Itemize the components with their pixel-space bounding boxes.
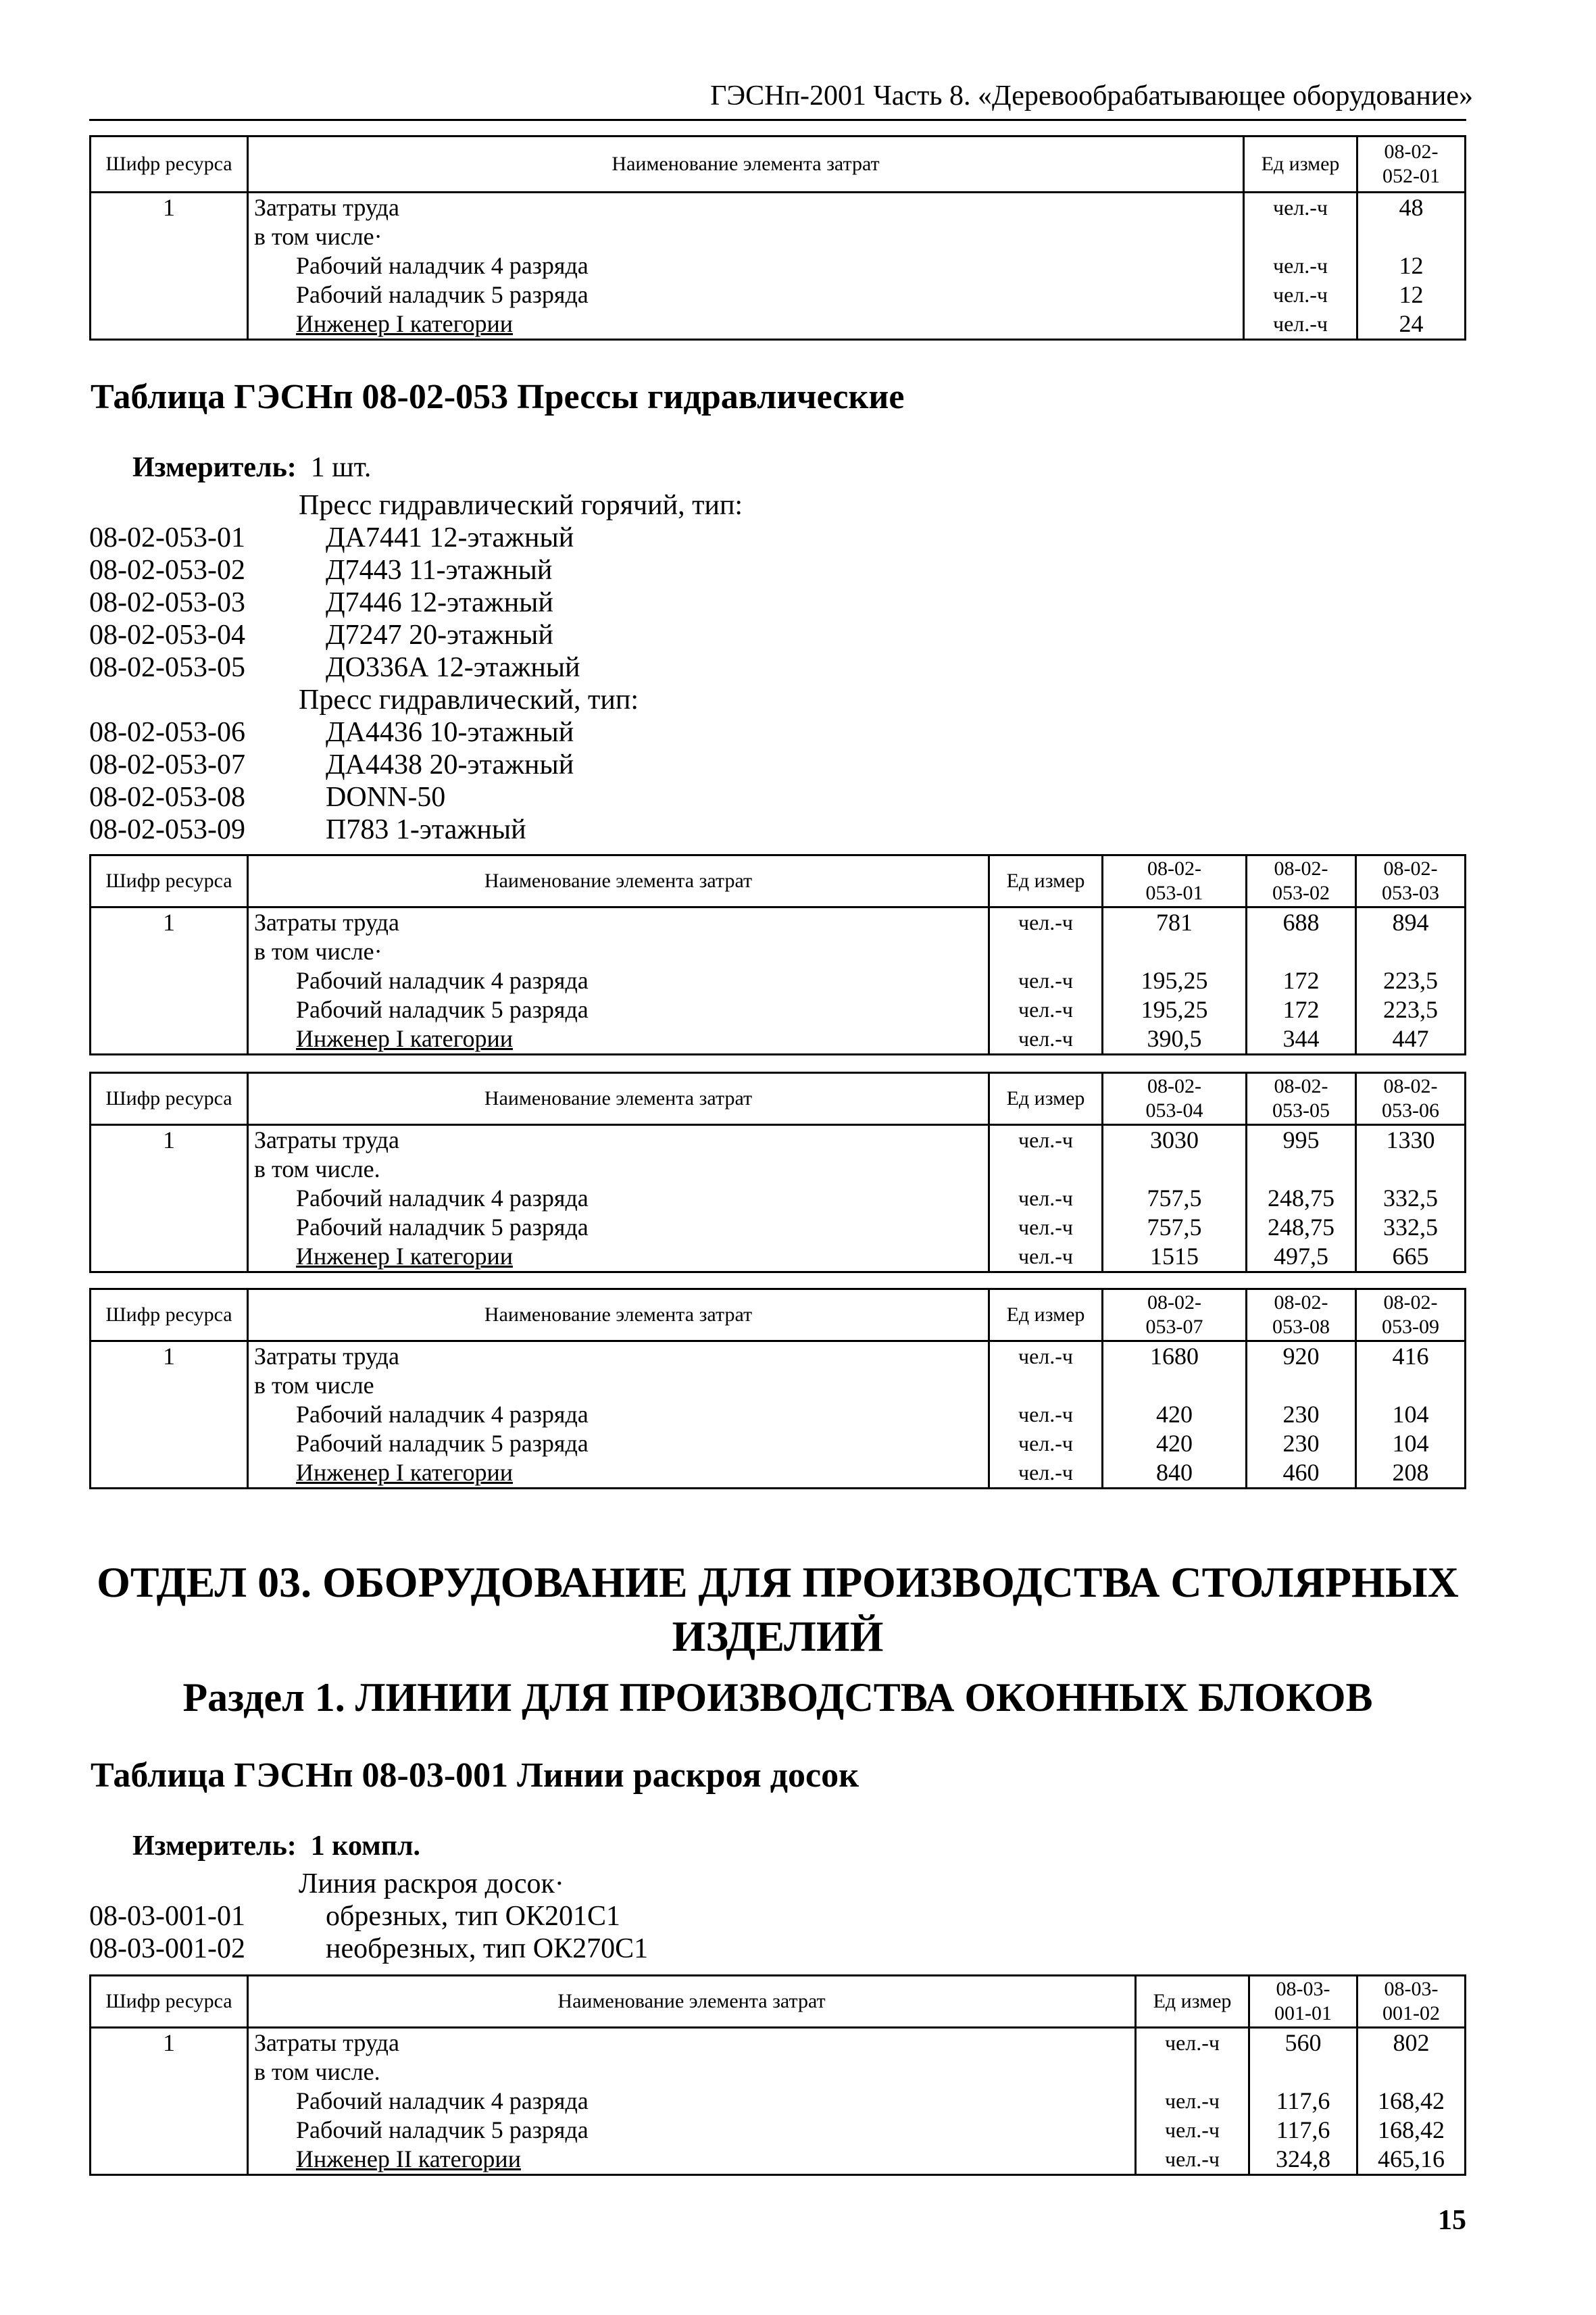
item-code: 08-02-053-04 [89, 620, 245, 651]
col-header-name: Наименование элемента затрат [248, 855, 989, 907]
cost-table-301 [89, 1974, 1466, 2176]
cell-unit: чел.-ч [1136, 2028, 1249, 2058]
cell-unit: чел.-ч [989, 966, 1103, 995]
col-header-norm: 08-02- 053-01 [1103, 855, 1247, 907]
cell-value: 168,42 [1357, 2087, 1466, 2116]
cell-name: Рабочий наладчик 4 разряда [248, 966, 989, 995]
cell-value: 465,16 [1357, 2145, 1466, 2175]
cell-name: Инженер I категории [248, 1024, 989, 1055]
cell-code [91, 2116, 248, 2145]
cell-name: Рабочий наладчик 4 разряда [248, 251, 1244, 280]
table-header-row [91, 1976, 1466, 2028]
cell-code: 1 [91, 2028, 248, 2058]
cell-value: 332,5 [1356, 1184, 1466, 1213]
cost-table-052 [89, 135, 1466, 341]
cell-value: 1330 [1356, 1125, 1466, 1155]
item-name: Д7443 11-этажный [326, 555, 553, 586]
item-name: ДО336А 12-этажный [326, 652, 580, 683]
table-title-053: Таблица ГЭСНп 08-02-053 Прессы гидравлические [91, 378, 905, 416]
cell-unit: чел.-ч [989, 995, 1103, 1024]
table-row [91, 251, 1466, 280]
cell-value: 168,42 [1357, 2116, 1466, 2145]
cell-code [91, 937, 248, 966]
cell-code [91, 1213, 248, 1242]
cell-value: 24 [1357, 309, 1466, 340]
cell-value: 416 [1356, 1341, 1466, 1372]
cell-name: Рабочий наладчик 5 разряда [248, 1429, 989, 1458]
cell-name: Инженер I категории [248, 1458, 989, 1489]
cell-value [1247, 937, 1356, 966]
cell-name: Рабочий наладчик 5 разряда [248, 280, 1244, 309]
cell-value: 195,25 [1103, 995, 1247, 1024]
table-row [91, 907, 1466, 938]
cell-value: 460 [1247, 1458, 1356, 1489]
cell-name: Рабочий наладчик 5 разряда [248, 2116, 1136, 2145]
cell-value [1356, 1371, 1466, 1400]
code-list-301 [89, 1868, 1035, 1965]
cell-value: 117,6 [1249, 2087, 1357, 2116]
code-list-item [89, 651, 1035, 684]
table-row [91, 1125, 1466, 1155]
cell-unit: чел.-ч [989, 1213, 1103, 1242]
cell-value: 208 [1356, 1458, 1466, 1489]
table-header-row [91, 136, 1466, 193]
code-list-item [89, 1900, 1035, 1933]
cell-value: 104 [1356, 1400, 1466, 1429]
table-row [91, 1458, 1466, 1489]
cell-value: 195,25 [1103, 966, 1247, 995]
running-head: ГЭСНп-2001 Часть 8. «Деревообрабатывающее оборудование» [710, 80, 1473, 111]
group-heading: Пресс гидравлический горячий, тип: [299, 490, 743, 521]
cell-code [91, 280, 248, 309]
table-row [91, 309, 1466, 340]
table-row [91, 937, 1466, 966]
table-header-row [91, 1073, 1466, 1125]
item-name: необрезных, тип ОК270С1 [326, 1933, 649, 1964]
table-row [91, 1242, 1466, 1272]
cell-value: 48 [1357, 193, 1466, 223]
col-header-norm: 08-02- 053-03 [1356, 855, 1466, 907]
table-row [91, 1155, 1466, 1184]
cell-unit [1136, 2058, 1249, 2087]
cell-name: в том числе. [248, 1155, 989, 1184]
item-name: Д7446 12-этажный [326, 587, 553, 618]
cell-value: 757,5 [1103, 1184, 1247, 1213]
cell-value: 248,75 [1247, 1213, 1356, 1242]
col-header-norm: 08-02- 053-06 [1356, 1073, 1466, 1125]
cell-value: 12 [1357, 251, 1466, 280]
table-header-row [91, 855, 1466, 907]
cell-value: 665 [1356, 1242, 1466, 1272]
cell-unit: чел.-ч [1244, 193, 1357, 223]
col-header-name: Наименование элемента затрат [248, 1976, 1136, 2028]
department-heading-line2: ИЗДЕЛИЙ [672, 1612, 884, 1660]
item-name: ДА4436 10-этажный [326, 717, 574, 748]
table-row [91, 2028, 1466, 2058]
cell-value: 497,5 [1247, 1242, 1356, 1272]
item-code: 08-03-001-02 [89, 1933, 245, 1964]
code-list-item [89, 619, 1035, 651]
cell-name: Рабочий наладчик 4 разряда [248, 1400, 989, 1429]
cell-value: 3030 [1103, 1125, 1247, 1155]
col-header-norm: 08-02- 053-04 [1103, 1073, 1247, 1125]
department-heading-line1: ОТДЕЛ 03. ОБОРУДОВАНИЕ ДЛЯ ПРОИЗВОДСТВА СТОЛЯРНЫХ [97, 1558, 1459, 1606]
item-code: 08-02-053-07 [89, 749, 245, 780]
col-header-code: Шифр ресурса [91, 1976, 248, 2028]
col-header-unit: Ед измер [1136, 1976, 1249, 2028]
cell-code: 1 [91, 1341, 248, 1372]
table-row [91, 966, 1466, 995]
cell-unit: чел.-ч [989, 1400, 1103, 1429]
item-code: 08-02-053-05 [89, 652, 245, 683]
cell-code [91, 2087, 248, 2116]
table-title-301: Таблица ГЭСНп 08-03-001 Линии раскроя досок [91, 1756, 859, 1795]
col-header-unit: Ед измер [989, 1073, 1103, 1125]
cell-code [91, 1184, 248, 1213]
item-name: ДА4438 20-этажный [326, 749, 574, 780]
cell-value: 688 [1247, 907, 1356, 938]
table-row [91, 193, 1466, 223]
cell-name: Инженер I категории [248, 1242, 989, 1272]
col-header-code: Шифр ресурса [91, 136, 248, 193]
table-row [91, 1400, 1466, 1429]
meter-label: Измеритель: [132, 1831, 297, 1862]
table-row [91, 280, 1466, 309]
item-code: 08-02-053-01 [89, 522, 245, 553]
cell-value: 894 [1356, 907, 1466, 938]
cell-value: 230 [1247, 1429, 1356, 1458]
col-header-norm: 08-02- 052-01 [1357, 136, 1466, 193]
department-heading [89, 1555, 1466, 1664]
col-header-norm: 08-02- 053-05 [1247, 1073, 1356, 1125]
item-name: П783 1-этажный [326, 814, 526, 845]
code-list-item [89, 1933, 1035, 1965]
cell-value: 223,5 [1356, 966, 1466, 995]
col-header-norm: 08-02- 053-09 [1356, 1289, 1466, 1341]
cell-value: 324,8 [1249, 2145, 1357, 2175]
cost-table-053-c [89, 1288, 1466, 1489]
cell-unit: чел.-ч [1136, 2116, 1249, 2145]
col-header-unit: Ед измер [989, 855, 1103, 907]
cell-name: Затраты труда [248, 2028, 1136, 2058]
cell-value [1356, 1155, 1466, 1184]
code-list-053 [89, 489, 1035, 846]
cell-value: 248,75 [1247, 1184, 1356, 1213]
cell-code: 1 [91, 193, 248, 223]
cell-name: в том числе. [248, 2058, 1136, 2087]
cell-name: Рабочий наладчик 4 разряда [248, 1184, 989, 1213]
item-code: 08-02-053-09 [89, 814, 245, 845]
cell-value: 757,5 [1103, 1213, 1247, 1242]
cell-value [1357, 2058, 1466, 2087]
cell-value: 332,5 [1356, 1213, 1466, 1242]
col-header-unit: Ед измер [989, 1289, 1103, 1341]
cell-value [1103, 937, 1247, 966]
cell-name: Рабочий наладчик 5 разряда [248, 1213, 989, 1242]
cell-value: 390,5 [1103, 1024, 1247, 1055]
table-row [91, 1371, 1466, 1400]
cell-value [1103, 1155, 1247, 1184]
col-header-norm: 08-02- 053-08 [1247, 1289, 1356, 1341]
col-header-name: Наименование элемента затрат [248, 136, 1244, 193]
cell-value: 802 [1357, 2028, 1466, 2058]
table-row [91, 2145, 1466, 2175]
col-header-name: Наименование элемента затрат [248, 1289, 989, 1341]
item-code: 08-02-053-06 [89, 717, 245, 748]
cell-unit: чел.-ч [989, 907, 1103, 938]
cell-unit: чел.-ч [989, 1125, 1103, 1155]
item-code: 08-02-053-03 [89, 587, 245, 618]
cell-unit: чел.-ч [1244, 309, 1357, 340]
table-row [91, 1213, 1466, 1242]
cell-code [91, 309, 248, 340]
cell-name: Инженер II категории [248, 2145, 1136, 2175]
table-row [91, 1429, 1466, 1458]
table-row [91, 1184, 1466, 1213]
code-list-item [89, 814, 1035, 846]
item-code: 08-03-001-01 [89, 1901, 245, 1932]
cell-code [91, 995, 248, 1024]
cell-code [91, 1429, 248, 1458]
cell-code [91, 1242, 248, 1272]
col-header-norm: 08-03- 001-01 [1249, 1976, 1357, 2028]
cell-name: Рабочий наладчик 5 разряда [248, 995, 989, 1024]
cell-name: Затраты труда [248, 193, 1244, 223]
cell-unit [989, 1371, 1103, 1400]
table-row [91, 995, 1466, 1024]
cell-code [91, 1400, 248, 1429]
cell-value: 1515 [1103, 1242, 1247, 1272]
meter-301 [132, 1830, 420, 1862]
table-header-row [91, 1289, 1466, 1341]
cell-unit [1244, 222, 1357, 251]
cell-value: 172 [1247, 966, 1356, 995]
item-name: обрезных, тип ОК201С1 [326, 1901, 620, 1932]
cell-unit: чел.-ч [1136, 2087, 1249, 2116]
cell-unit: чел.-ч [1244, 251, 1357, 280]
cell-code [91, 222, 248, 251]
meter-value: 1 компл. [310, 1831, 421, 1862]
cell-value: 781 [1103, 907, 1247, 938]
code-list-item [89, 587, 1035, 619]
col-header-code: Шифр ресурса [91, 1289, 248, 1341]
cell-value: 447 [1356, 1024, 1466, 1055]
col-header-norm: 08-02- 053-02 [1247, 855, 1356, 907]
cell-name: Рабочий наладчик 4 разряда [248, 2087, 1136, 2116]
col-header-code: Шифр ресурса [91, 1073, 248, 1125]
cell-value: 230 [1247, 1400, 1356, 1429]
cell-code [91, 1371, 248, 1400]
cell-name: в том числе· [248, 222, 1244, 251]
table-row [91, 1024, 1466, 1055]
item-name: Д7247 20-этажный [326, 620, 553, 651]
cell-unit [989, 937, 1103, 966]
cell-value: 223,5 [1356, 995, 1466, 1024]
cell-value [1249, 2058, 1357, 2087]
cell-unit: чел.-ч [989, 1242, 1103, 1272]
cell-name: в том числе [248, 1371, 989, 1400]
cell-name: Затраты труда [248, 1125, 989, 1155]
cell-name: Инженер I категории [248, 309, 1244, 340]
cell-value [1247, 1155, 1356, 1184]
cell-value: 560 [1249, 2028, 1357, 2058]
cell-value: 12 [1357, 280, 1466, 309]
table-row [91, 1341, 1466, 1372]
cost-table-053-a [89, 854, 1466, 1055]
cell-value [1357, 222, 1466, 251]
cell-value: 995 [1247, 1125, 1356, 1155]
cell-code [91, 251, 248, 280]
code-list-item [89, 716, 1035, 749]
cell-unit: чел.-ч [989, 1341, 1103, 1372]
item-code: 08-02-053-08 [89, 782, 245, 813]
cell-unit: чел.-ч [989, 1024, 1103, 1055]
col-header-norm: 08-02- 053-07 [1103, 1289, 1247, 1341]
section-heading: Раздел 1. ЛИНИИ ДЛЯ ПРОИЗВОДСТВА ОКОННЫХ БЛОКОВ [182, 1675, 1373, 1720]
item-name: ДА7441 12-этажный [326, 522, 574, 553]
cell-code [91, 2058, 248, 2087]
page-number: 15 [1438, 2205, 1466, 2236]
cell-code [91, 1155, 248, 1184]
cell-code: 1 [91, 1125, 248, 1155]
item-name: DONN-50 [326, 782, 446, 813]
cell-code: 1 [91, 907, 248, 938]
code-list-item [89, 781, 1035, 814]
header-rule [89, 119, 1466, 121]
cell-unit: чел.-ч [1136, 2145, 1249, 2175]
cell-code [91, 1024, 248, 1055]
cost-table-053-b [89, 1072, 1466, 1273]
cell-code [91, 1458, 248, 1489]
cell-name: в том числе· [248, 937, 989, 966]
cell-unit: чел.-ч [989, 1458, 1103, 1489]
code-list-item [89, 554, 1035, 587]
cell-unit: чел.-ч [1244, 280, 1357, 309]
code-list-item [89, 522, 1035, 554]
cell-value: 920 [1247, 1341, 1356, 1372]
table-row [91, 222, 1466, 251]
cell-value: 104 [1356, 1429, 1466, 1458]
cell-value [1247, 1371, 1356, 1400]
code-list-item [89, 749, 1035, 781]
cell-value: 344 [1247, 1024, 1356, 1055]
item-code: 08-02-053-02 [89, 555, 245, 586]
meter-label: Измеритель: [132, 452, 297, 483]
cell-code [91, 2145, 248, 2175]
cell-value [1356, 937, 1466, 966]
cell-value: 172 [1247, 995, 1356, 1024]
group-heading: Линия раскроя досок· [299, 1868, 564, 1899]
col-header-norm: 08-03- 001-02 [1357, 1976, 1466, 2028]
cell-code [91, 966, 248, 995]
cell-unit [989, 1155, 1103, 1184]
cell-unit: чел.-ч [989, 1184, 1103, 1213]
cell-value: 840 [1103, 1458, 1247, 1489]
cell-value: 420 [1103, 1429, 1247, 1458]
table-row [91, 2087, 1466, 2116]
meter-value: 1 шт. [310, 452, 372, 483]
cell-value: 420 [1103, 1400, 1247, 1429]
col-header-code: Шифр ресурса [91, 855, 248, 907]
table-row [91, 2116, 1466, 2145]
col-header-name: Наименование элемента затрат [248, 1073, 989, 1125]
cell-value [1103, 1371, 1247, 1400]
meter-053 [132, 451, 371, 484]
table-row [91, 2058, 1466, 2087]
cell-unit: чел.-ч [989, 1429, 1103, 1458]
cell-name: Затраты труда [248, 1341, 989, 1372]
cell-value: 1680 [1103, 1341, 1247, 1372]
group-heading: Пресс гидравлический, тип: [299, 684, 639, 716]
col-header-unit: Ед измер [1244, 136, 1357, 193]
cell-value: 117,6 [1249, 2116, 1357, 2145]
cell-name: Затраты труда [248, 907, 989, 938]
